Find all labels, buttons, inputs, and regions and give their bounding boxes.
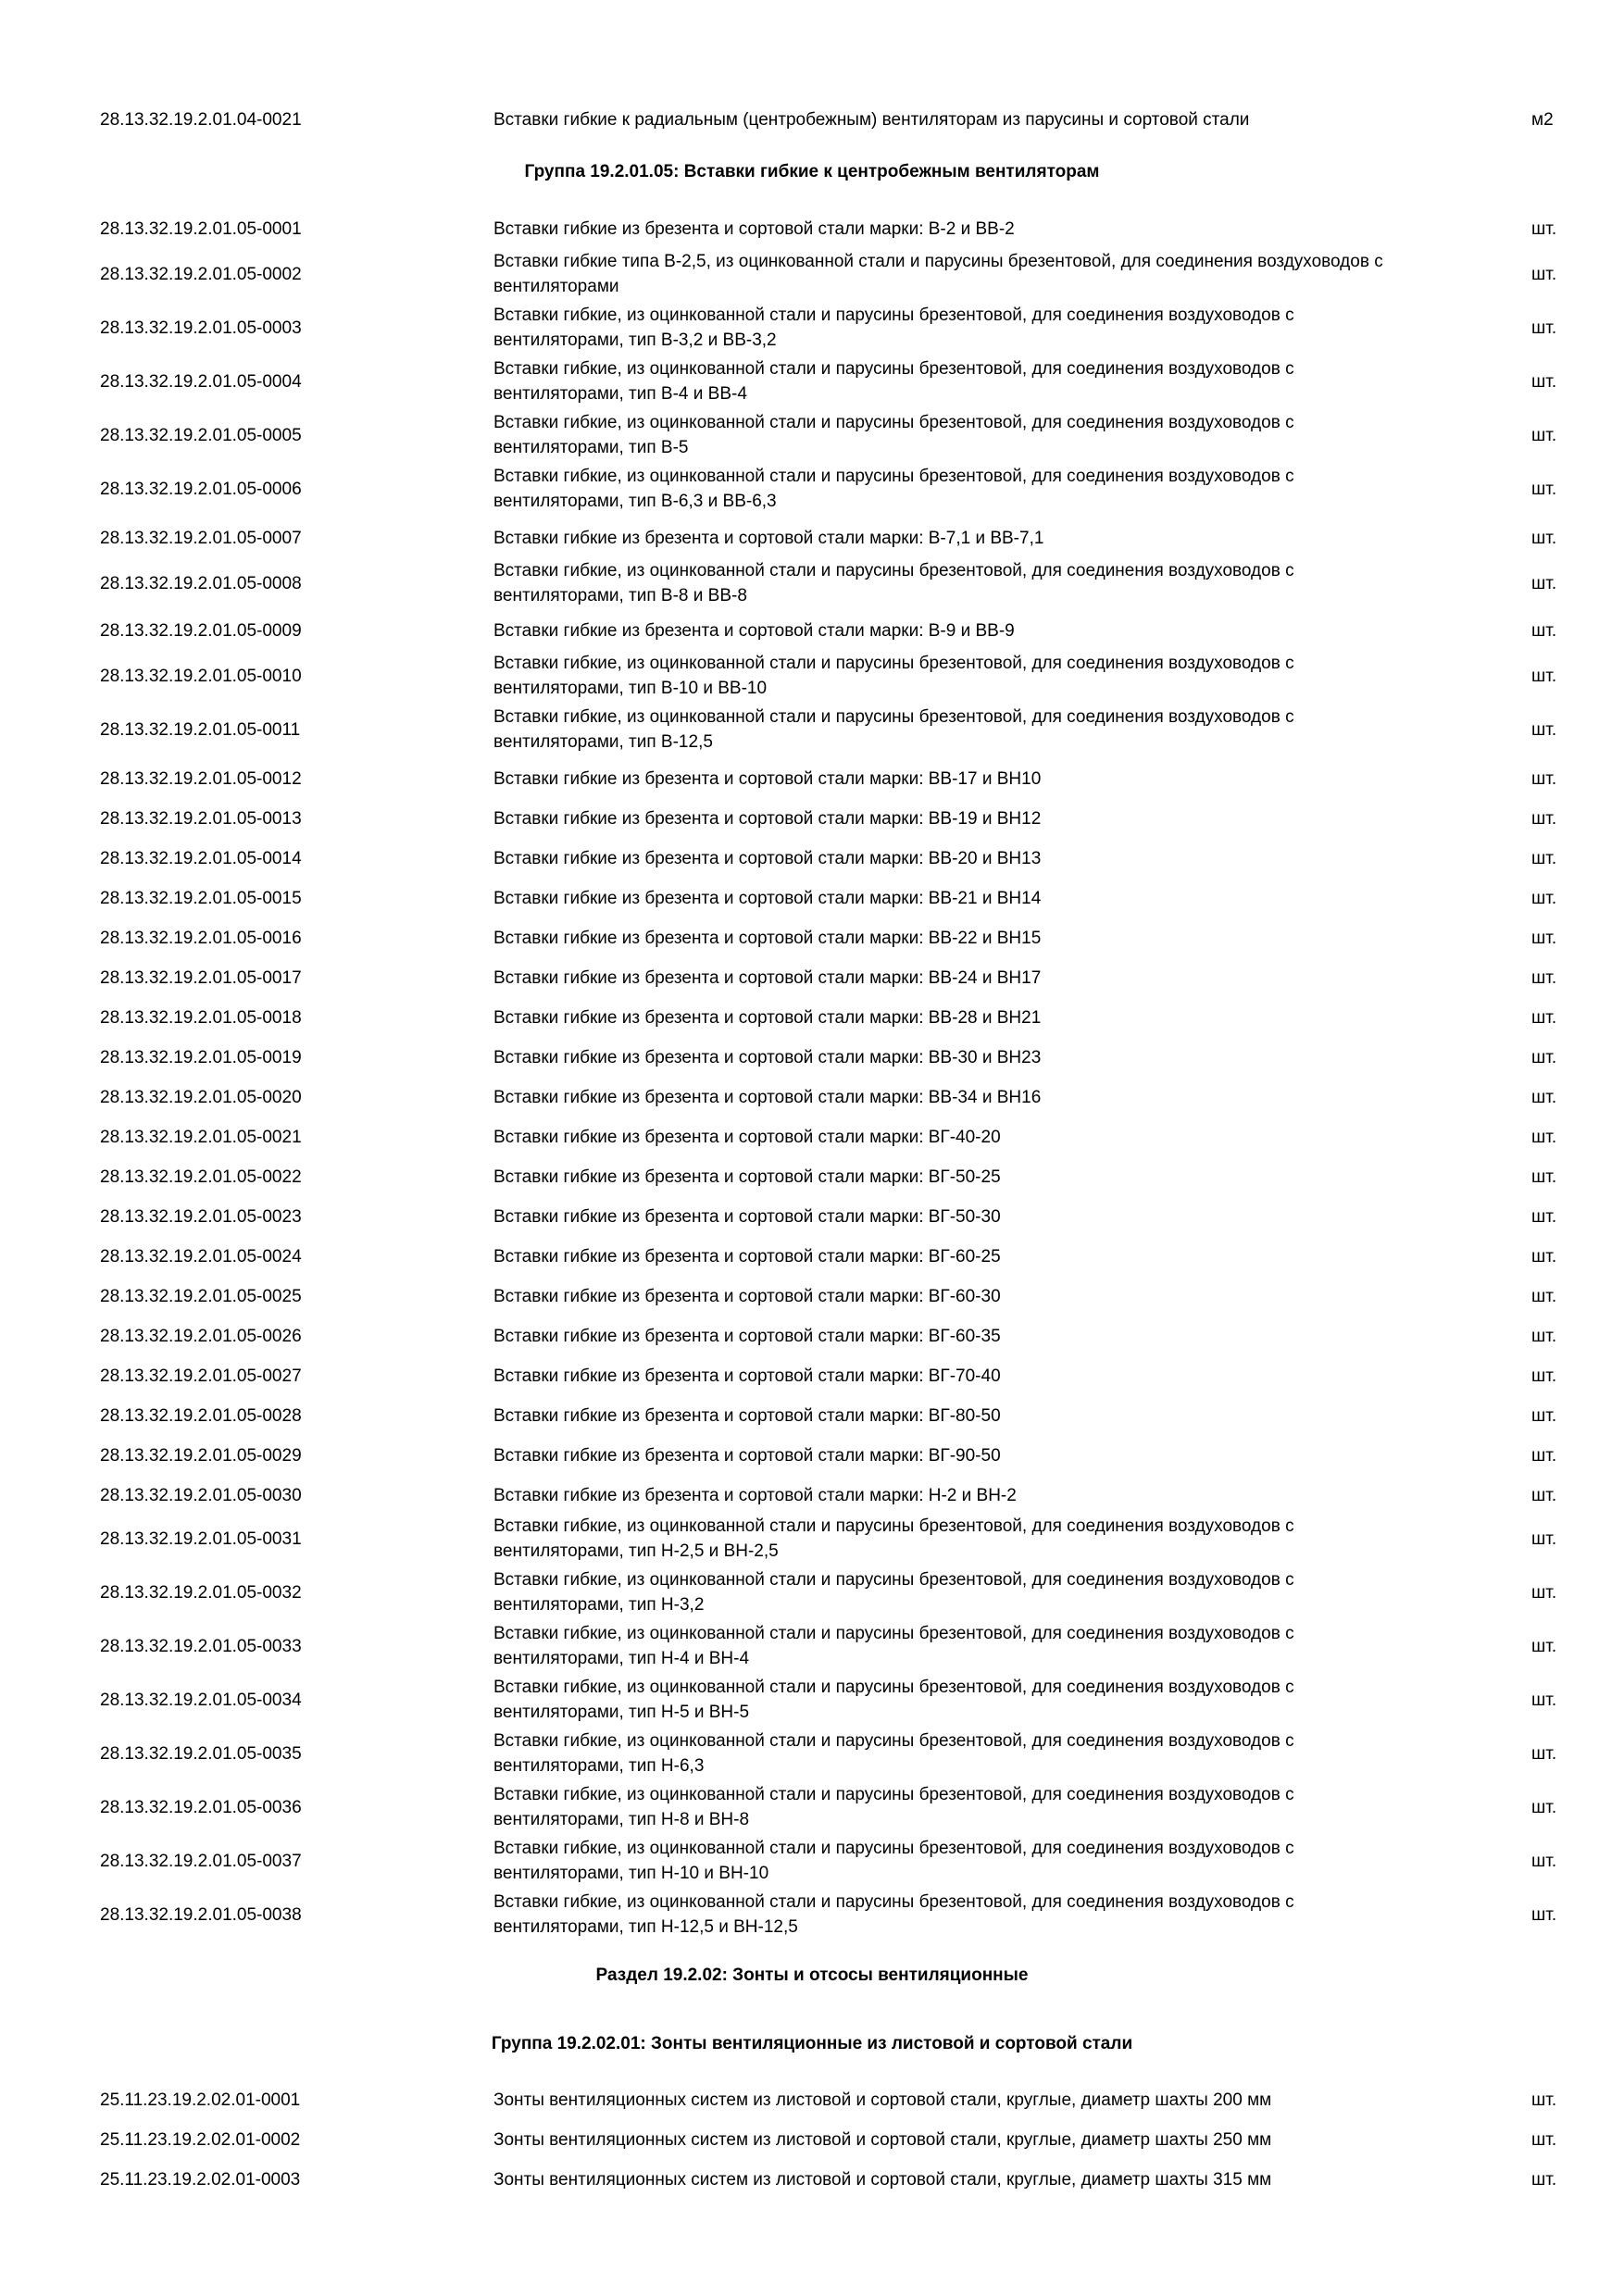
item-description: Вставки гибкие из брезента и сортовой стали марки: ВГ-60-30	[493, 1286, 1001, 1306]
item-code: 28.13.32.19.2.01.05-0038	[100, 1904, 302, 1925]
item-unit: шт.	[1531, 218, 1557, 239]
item-description: Вставки гибкие из брезента и сортовой стали марки: ВВ-20 и ВН13	[493, 848, 1042, 868]
item-description: Вставки гибкие, из оцинкованной стали и парусины брезентовой, для соединения воздуховодов с вентиляторами, тип В-6,3 и ВВ-6,3	[493, 467, 1294, 511]
item-description: Вставки гибкие, из оцинкованной стали и парусины брезентовой, для соединения воздуховодов с вентиляторами, тип В-3,2 и ВВ-3,2	[493, 306, 1294, 350]
item-description: Вставки гибкие, из оцинкованной стали и парусины брезентовой, для соединения воздуховодов с вентиляторами, тип Н-5 и ВН-5	[493, 1678, 1294, 1722]
item-unit: шт.	[1531, 1743, 1557, 1764]
item-unit: шт.	[1531, 1246, 1557, 1267]
item-code: 28.13.32.19.2.01.05-0018	[100, 1007, 302, 1028]
item-unit: шт.	[1531, 1797, 1557, 1817]
table-row	[0, 650, 1624, 702]
item-code: 28.13.32.19.2.01.05-0029	[100, 1445, 302, 1466]
item-description: Вставки гибкие из брезента и сортовой стали марки: ВВ-22 и ВН15	[493, 928, 1042, 948]
table-row	[0, 248, 1624, 300]
item-description: Вставки гибкие из брезента и сортовой стали марки: ВГ-40-20	[493, 1127, 1001, 1147]
item-code: 28.13.32.19.2.01.05-0021	[100, 1127, 302, 1147]
item-unit: шт.	[1531, 573, 1557, 593]
table-row	[0, 1163, 1624, 1191]
item-unit: шт.	[1531, 1087, 1557, 1107]
item-description: Вставки гибкие из брезента и сортовой стали марки: В-9 и ВВ-9	[493, 620, 1015, 641]
item-description: Зонты вентиляционных систем из листовой и сортовой стали, круглые, диаметр шахты 200 мм	[493, 2090, 1272, 2110]
item-unit: шт.	[1531, 1007, 1557, 1028]
table-row	[0, 463, 1624, 515]
item-description: Вставки гибкие из брезента и сортовой стали марки: ВГ-50-30	[493, 1206, 1001, 1227]
table-row	[0, 1781, 1624, 1833]
table-row	[0, 1203, 1624, 1230]
item-code: 28.13.32.19.2.01.05-0028	[100, 1405, 302, 1426]
item-description: Вставки гибкие из брезента и сортовой стали марки: ВГ-70-40	[493, 1366, 1001, 1386]
item-unit: шт.	[1531, 1904, 1557, 1925]
item-unit: шт.	[1531, 264, 1557, 284]
item-description: Вставки гибкие из брезента и сортовой стали марки: В-7,1 и ВВ-7,1	[493, 528, 1044, 548]
item-code: 28.13.32.19.2.01.05-0010	[100, 666, 302, 686]
table-row	[0, 215, 1624, 243]
item-unit: шт.	[1531, 1127, 1557, 1147]
item-unit: шт.	[1531, 928, 1557, 948]
item-unit: шт.	[1531, 2169, 1557, 2190]
item-description: Вставки гибкие, из оцинкованной стали и парусины брезентовой, для соединения воздуховодов с вентиляторами, тип В-4 и ВВ-4	[493, 359, 1294, 404]
item-description: Вставки гибкие из брезента и сортовой стали марки: ВВ-30 и ВН23	[493, 1047, 1042, 1067]
item-unit: шт.	[1531, 1445, 1557, 1466]
item-description: Вставки гибкие, из оцинкованной стали и парусины брезентовой, для соединения воздуховодов с вентиляторами, тип Н-6,3	[493, 1731, 1294, 1776]
item-code: 25.11.23.19.2.02.01-0002	[100, 2129, 301, 2150]
item-unit: шт.	[1531, 528, 1557, 548]
item-code: 25.11.23.19.2.02.01-0003	[100, 2169, 301, 2190]
item-code: 28.13.32.19.2.01.05-0031	[100, 1529, 302, 1549]
item-description: Вставки гибкие типа В-2,5, из оцинкованной стали и парусины брезентовой, для соединения воздуховодов с вентиляторами	[493, 252, 1383, 296]
item-code: 28.13.32.19.2.01.05-0015	[100, 888, 302, 908]
table-row	[0, 1322, 1624, 1350]
table-row	[0, 964, 1624, 992]
item-description: Вставки гибкие, из оцинкованной стали и парусины брезентовой, для соединения воздуховодов с вентиляторами, тип Н-12,5 и ВН-12,5	[493, 1892, 1294, 1937]
item-code: 28.13.32.19.2.01.05-0011	[100, 719, 301, 740]
table-row	[0, 1566, 1624, 1618]
item-code: 28.13.32.19.2.01.04-0021	[100, 109, 302, 130]
item-unit: шт.	[1531, 1366, 1557, 1386]
item-code: 28.13.32.19.2.01.05-0024	[100, 1246, 302, 1267]
item-unit: шт.	[1531, 2090, 1557, 2110]
item-description: Вставки гибкие из брезента и сортовой стали марки: ВВ-34 и ВН16	[493, 1087, 1042, 1107]
item-unit: шт.	[1531, 2129, 1557, 2150]
item-unit: шт.	[1531, 666, 1557, 686]
item-description: Вставки гибкие из брезента и сортовой стали марки: ВВ-28 и ВН21	[493, 1007, 1042, 1028]
item-code: 28.13.32.19.2.01.05-0030	[100, 1485, 302, 1505]
item-unit: шт.	[1531, 808, 1557, 829]
item-description: Вставки гибкие, из оцинкованной стали и парусины брезентовой, для соединения воздуховодов с вентиляторами, тип В-12,5	[493, 707, 1294, 752]
item-description: Зонты вентиляционных систем из листовой и сортовой стали, круглые, диаметр шахты 315 мм	[493, 2169, 1272, 2190]
item-description: Вставки гибкие, из оцинкованной стали и парусины брезентовой, для соединения воздуховодов с вентиляторами, тип Н-4 и ВН-4	[493, 1624, 1294, 1668]
table-row	[0, 356, 1624, 407]
table-row	[0, 617, 1624, 644]
item-code: 28.13.32.19.2.01.05-0035	[100, 1743, 302, 1764]
item-unit: шт.	[1531, 1851, 1557, 1871]
item-unit: шт.	[1531, 719, 1557, 740]
item-code: 28.13.32.19.2.01.05-0026	[100, 1326, 302, 1346]
item-code: 28.13.32.19.2.01.05-0020	[100, 1087, 302, 1107]
table-row	[0, 106, 1624, 133]
item-code: 28.13.32.19.2.01.05-0008	[100, 573, 302, 593]
item-description: Вставки гибкие из брезента и сортовой стали марки: ВГ-50-25	[493, 1167, 1001, 1187]
table-row	[0, 1728, 1624, 1779]
table-row	[0, 1513, 1624, 1565]
item-code: 28.13.32.19.2.01.05-0027	[100, 1366, 302, 1386]
item-description: Вставки гибкие из брезента и сортовой стали марки: ВГ-60-25	[493, 1246, 1001, 1267]
item-code: 28.13.32.19.2.01.05-0025	[100, 1286, 302, 1306]
item-unit: м2	[1531, 109, 1554, 130]
item-code: 28.13.32.19.2.01.05-0016	[100, 928, 302, 948]
table-row	[0, 1620, 1624, 1672]
item-description: Вставки гибкие, из оцинкованной стали и парусины брезентовой, для соединения воздуховодов с вентиляторами, тип В-8 и ВВ-8	[493, 561, 1294, 605]
item-unit: шт.	[1531, 1286, 1557, 1306]
table-row	[0, 1441, 1624, 1469]
item-code: 28.13.32.19.2.01.05-0014	[100, 848, 302, 868]
table-row	[0, 1674, 1624, 1726]
table-row	[0, 2126, 1624, 2153]
item-description: Вставки гибкие из брезента и сортовой стали марки: Н-2 и ВН-2	[493, 1485, 1017, 1505]
item-unit: шт.	[1531, 425, 1557, 445]
item-code: 28.13.32.19.2.01.05-0001	[100, 218, 302, 239]
table-row	[0, 524, 1624, 552]
table-row	[0, 1043, 1624, 1071]
item-code: 25.11.23.19.2.02.01-0001	[100, 2090, 301, 2110]
item-description: Вставки гибкие, из оцинкованной стали и парусины брезентовой, для соединения воздуховодов с вентиляторами, тип Н-2,5 и ВН-2,5	[493, 1516, 1294, 1561]
item-unit: шт.	[1531, 967, 1557, 988]
table-row	[0, 2165, 1624, 2193]
item-description: Вставки гибкие к радиальным (центробежным) вентиляторам из парусины и сортовой стали	[493, 109, 1250, 130]
item-code: 28.13.32.19.2.01.05-0005	[100, 425, 302, 445]
table-row	[0, 1004, 1624, 1031]
item-unit: шт.	[1531, 1582, 1557, 1603]
table-row	[0, 1835, 1624, 1887]
item-description: Вставки гибкие из брезента и сортовой стали марки: ВГ-80-50	[493, 1405, 1001, 1426]
item-code: 28.13.32.19.2.01.05-0002	[100, 264, 302, 284]
item-code: 28.13.32.19.2.01.05-0007	[100, 528, 302, 548]
item-unit: шт.	[1531, 768, 1557, 789]
item-description: Вставки гибкие, из оцинкованной стали и парусины брезентовой, для соединения воздуховодов с вентиляторами, тип Н-10 и ВН-10	[493, 1839, 1294, 1883]
item-unit: шт.	[1531, 371, 1557, 392]
table-row	[0, 1123, 1624, 1151]
item-description: Вставки гибкие из брезента и сортовой стали марки: ВВ-21 и ВН14	[493, 888, 1042, 908]
table-row	[0, 1402, 1624, 1429]
table-row	[0, 765, 1624, 792]
item-code: 28.13.32.19.2.01.05-0022	[100, 1167, 302, 1187]
item-unit: шт.	[1531, 1690, 1557, 1710]
table-row	[0, 704, 1624, 755]
item-unit: шт.	[1531, 888, 1557, 908]
item-description: Вставки гибкие из брезента и сортовой стали марки: ВГ-90-50	[493, 1445, 1001, 1466]
item-code: 28.13.32.19.2.01.05-0017	[100, 967, 302, 988]
item-unit: шт.	[1531, 318, 1557, 338]
item-unit: шт.	[1531, 1485, 1557, 1505]
item-code: 28.13.32.19.2.01.05-0013	[100, 808, 302, 829]
item-description: Вставки гибкие из брезента и сортовой стали марки: ВВ-24 и ВН17	[493, 967, 1042, 988]
item-code: 28.13.32.19.2.01.05-0034	[100, 1690, 302, 1710]
table-row	[0, 805, 1624, 832]
group-heading: Группа 19.2.02.01: Зонты вентиляционные из листовой и сортовой стали	[491, 2034, 1133, 2053]
item-description: Вставки гибкие, из оцинкованной стали и парусины брезентовой, для соединения воздуховодов с вентиляторами, тип В-10 и ВВ-10	[493, 654, 1294, 698]
table-row	[0, 844, 1624, 872]
item-description: Вставки гибкие из брезента и сортовой стали марки: ВВ-19 и ВН12	[493, 808, 1042, 829]
table-row	[0, 924, 1624, 952]
item-code: 28.13.32.19.2.01.05-0032	[100, 1582, 302, 1603]
item-code: 28.13.32.19.2.01.05-0004	[100, 371, 302, 392]
item-unit: шт.	[1531, 1047, 1557, 1067]
table-row	[0, 1242, 1624, 1270]
table-row	[0, 302, 1624, 354]
table-row	[0, 884, 1624, 912]
item-unit: шт.	[1531, 1529, 1557, 1549]
item-unit: шт.	[1531, 1636, 1557, 1656]
table-row	[0, 1083, 1624, 1111]
group-heading: Группа 19.2.01.05: Вставки гибкие к центробежным вентиляторам	[524, 162, 1100, 181]
item-unit: шт.	[1531, 1405, 1557, 1426]
item-code: 28.13.32.19.2.01.05-0012	[100, 768, 302, 789]
item-code: 28.13.32.19.2.01.05-0006	[100, 479, 302, 499]
item-unit: шт.	[1531, 1206, 1557, 1227]
item-unit: шт.	[1531, 1326, 1557, 1346]
item-description: Вставки гибкие, из оцинкованной стали и парусины брезентовой, для соединения воздуховодов с вентиляторами, тип Н-3,2	[493, 1570, 1294, 1615]
item-description: Вставки гибкие, из оцинкованной стали и парусины брезентовой, для соединения воздуховодов с вентиляторами, тип В-5	[493, 413, 1294, 457]
table-row	[0, 1889, 1624, 1940]
item-code: 28.13.32.19.2.01.05-0003	[100, 318, 302, 338]
table-row	[0, 1481, 1624, 1509]
item-code: 28.13.32.19.2.01.05-0023	[100, 1206, 302, 1227]
item-unit: шт.	[1531, 620, 1557, 641]
table-row	[0, 2086, 1624, 2114]
item-description: Вставки гибкие из брезента и сортовой стали марки: ВВ-17 и ВН10	[493, 768, 1042, 789]
table-row	[0, 557, 1624, 609]
item-unit: шт.	[1531, 1167, 1557, 1187]
table-row	[0, 1282, 1624, 1310]
item-unit: шт.	[1531, 479, 1557, 499]
table-row	[0, 1362, 1624, 1390]
item-code: 28.13.32.19.2.01.05-0019	[100, 1047, 302, 1067]
item-code: 28.13.32.19.2.01.05-0037	[100, 1851, 302, 1871]
table-row	[0, 409, 1624, 461]
item-description: Вставки гибкие из брезента и сортовой стали марки: ВГ-60-35	[493, 1326, 1001, 1346]
section-heading: Раздел 19.2.02: Зонты и отсосы вентиляционные	[595, 1965, 1029, 1985]
item-unit: шт.	[1531, 848, 1557, 868]
item-code: 28.13.32.19.2.01.05-0036	[100, 1797, 302, 1817]
item-code: 28.13.32.19.2.01.05-0009	[100, 620, 302, 641]
item-description: Зонты вентиляционных систем из листовой и сортовой стали, круглые, диаметр шахты 250 мм	[493, 2129, 1272, 2150]
item-description: Вставки гибкие, из оцинкованной стали и парусины брезентовой, для соединения воздуховодов с вентиляторами, тип Н-8 и ВН-8	[493, 1785, 1294, 1829]
item-code: 28.13.32.19.2.01.05-0033	[100, 1636, 302, 1656]
item-description: Вставки гибкие из брезента и сортовой стали марки: В-2 и ВВ-2	[493, 218, 1015, 239]
